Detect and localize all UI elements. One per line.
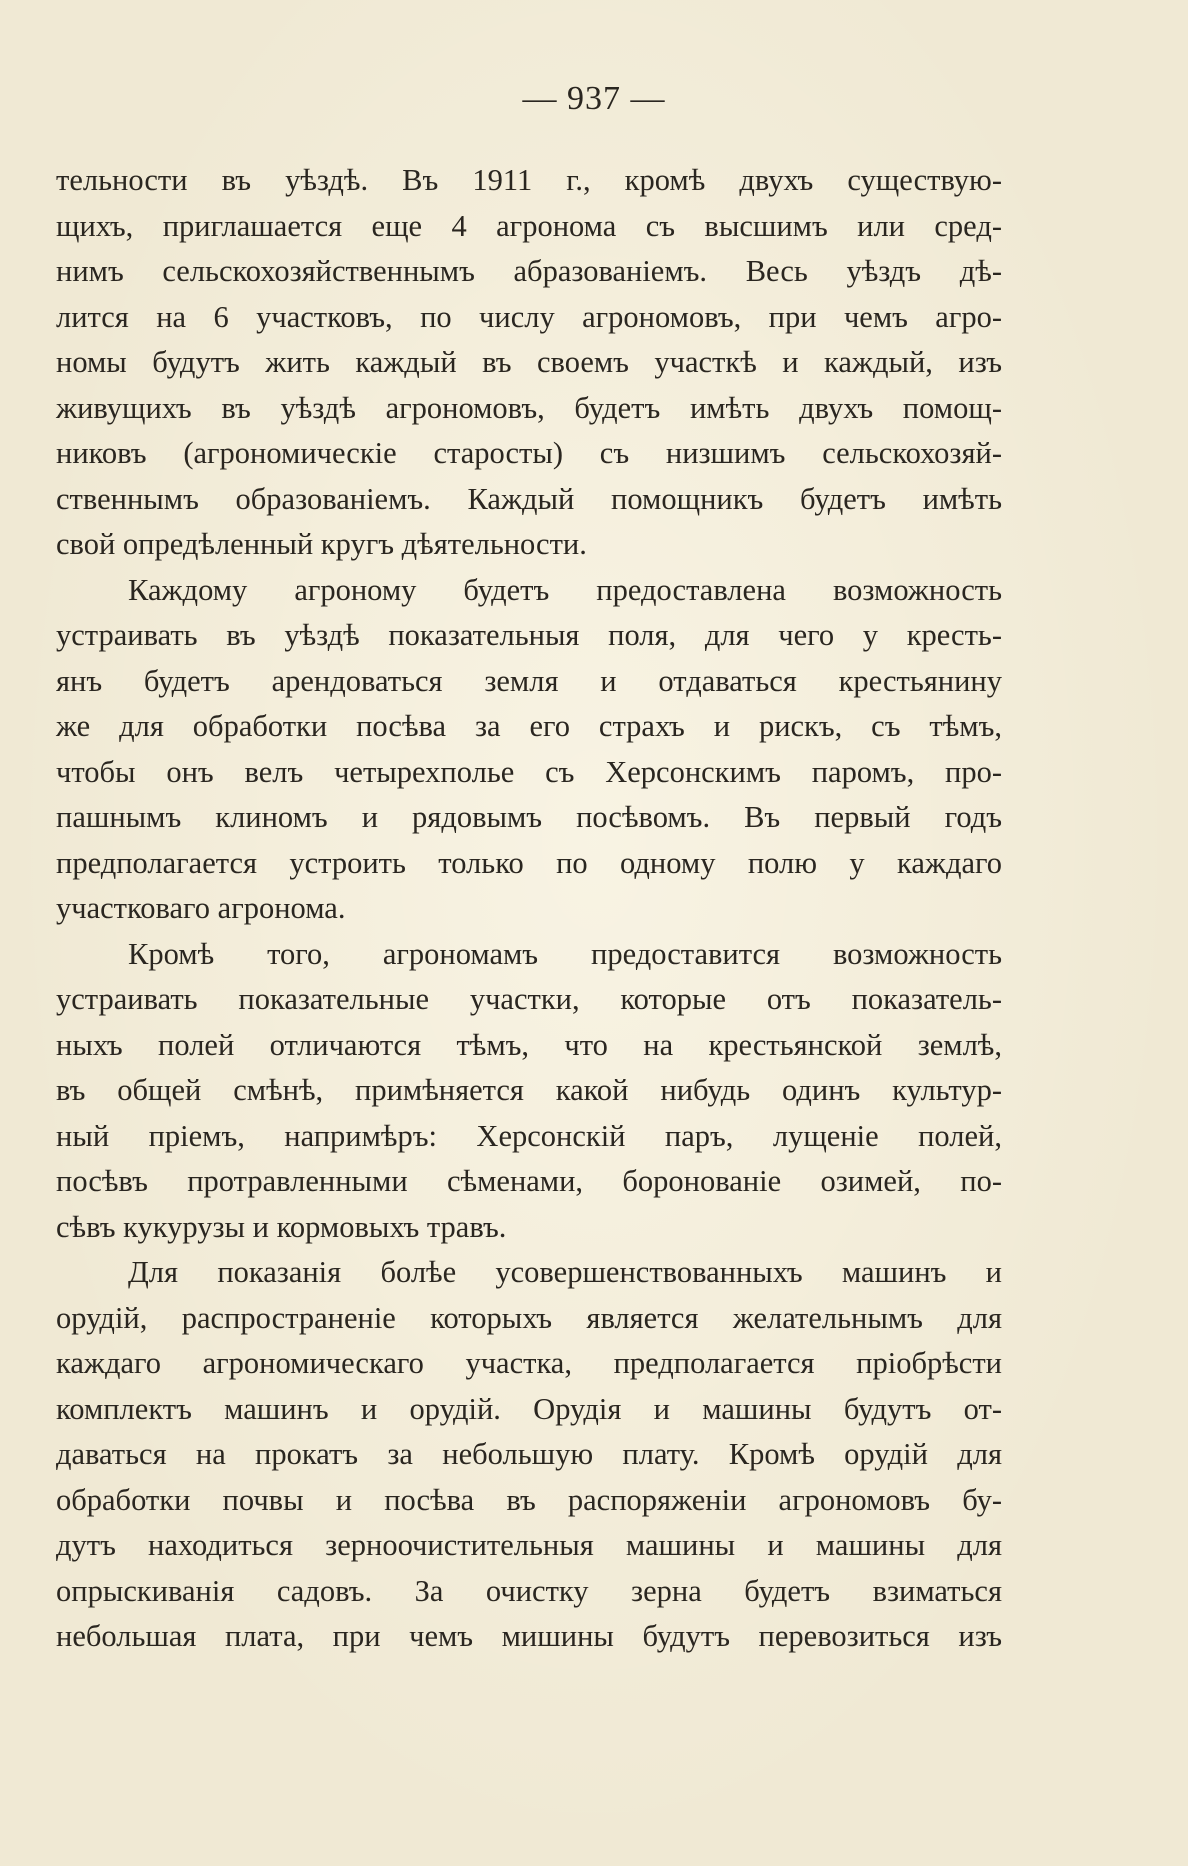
text-line: Каждому агроному будетъ предоставлена возможность	[128, 572, 1002, 607]
body-text	[56, 158, 1002, 1660]
page-number: — 937 —	[522, 80, 666, 117]
paragraph-1	[56, 158, 1002, 568]
text-line: Для показанія болѣе усовершенствованныхъ машинъ и	[128, 1255, 1002, 1289]
paragraph-4	[56, 1250, 1002, 1660]
text-line: каждаго агрономическаго участка, предполагается пріобрѣсти	[56, 1346, 1002, 1380]
text-line: Кромѣ того, агрономамъ предоставится возможность	[128, 936, 1002, 971]
text-line: дутъ находиться зерноочистительныя машины и машины для	[56, 1528, 1002, 1562]
text-line: нимъ сельскохозяйственнымъ абразованіемъ. Весь уѣздъ дѣ-	[56, 254, 1002, 288]
text-line: участковаго агронома.	[56, 891, 346, 925]
text-line: сѣвъ кукурузы и кормовыхъ травъ.	[56, 1209, 507, 1244]
text-line: устраивать показательные участки, которые отъ показатель-	[56, 982, 1002, 1016]
text-line: обработки почвы и посѣва въ распоряженіи агрономовъ бу-	[56, 1482, 1002, 1517]
text-line: устраивать въ уѣздѣ показательныя поля, для чего у кресть-	[56, 618, 1002, 652]
text-line: тельности въ уѣздѣ. Въ 1911 г., кромѣ двухъ существую-	[56, 163, 1002, 197]
text-line: опрыскиванія садовъ. За очистку зерна будетъ взиматься	[56, 1573, 1002, 1608]
text-line: предполагается устроить только по одному полю у каждаго	[56, 845, 1002, 880]
text-line: ный пріемъ, напримѣръ: Херсонскій паръ, лущеніе полей,	[56, 1118, 1002, 1153]
paragraph-2	[56, 568, 1002, 932]
text-line: ственнымъ образованіемъ. Каждый помощникъ будетъ имѣть	[56, 481, 1002, 516]
text-line: въ общей смѣнѣ, примѣняется какой нибудь одинъ культур-	[56, 1073, 1002, 1107]
text-line: лится на 6 участковъ, по числу агрономовъ, при чемъ агро-	[56, 299, 1002, 334]
text-line: небольшая плата, при чемъ мишины будутъ перевозиться изъ	[56, 1619, 1002, 1653]
text-line: живущихъ въ уѣздѣ агрономовъ, будетъ имѣть двухъ помощ-	[56, 390, 1002, 425]
text-line: пашнымъ клиномъ и рядовымъ посѣвомъ. Въ первый годъ	[56, 800, 1002, 834]
text-line: орудій, распространеніе которыхъ является желательнымъ для	[56, 1300, 1002, 1335]
text-line: янъ будетъ арендоваться земля и отдаваться крестьянину	[56, 663, 1002, 698]
text-line: даваться на прокатъ за небольшую плату. Кромѣ орудій для	[56, 1437, 1002, 1471]
text-line: ныхъ полей отличаются тѣмъ, что на крестьянской землѣ,	[56, 1027, 1002, 1062]
text-line: номы будутъ жить каждый въ своемъ участкѣ и каждый, изъ	[56, 345, 1002, 379]
text-line: никовъ (агрономическіе старосты) съ низшимъ сельскохозяй-	[56, 436, 1002, 470]
text-line: свой опредѣленный кругъ дѣятельности.	[56, 527, 587, 561]
text-line: комплектъ машинъ и орудій. Орудія и машины будутъ от-	[56, 1391, 1002, 1426]
text-line: чтобы онъ велъ четырехполье съ Херсонскимъ паромъ, про-	[56, 754, 1002, 789]
paragraph-3	[56, 932, 1002, 1251]
text-line: же для обработки посѣва за его страхъ и рискъ, съ тѣмъ,	[56, 709, 1002, 743]
text-line: щихъ, приглашается еще 4 агронома съ высшимъ или сред-	[56, 208, 1002, 243]
text-line: посѣвъ протравленными сѣменами, боронованіе озимей, по-	[56, 1164, 1002, 1198]
